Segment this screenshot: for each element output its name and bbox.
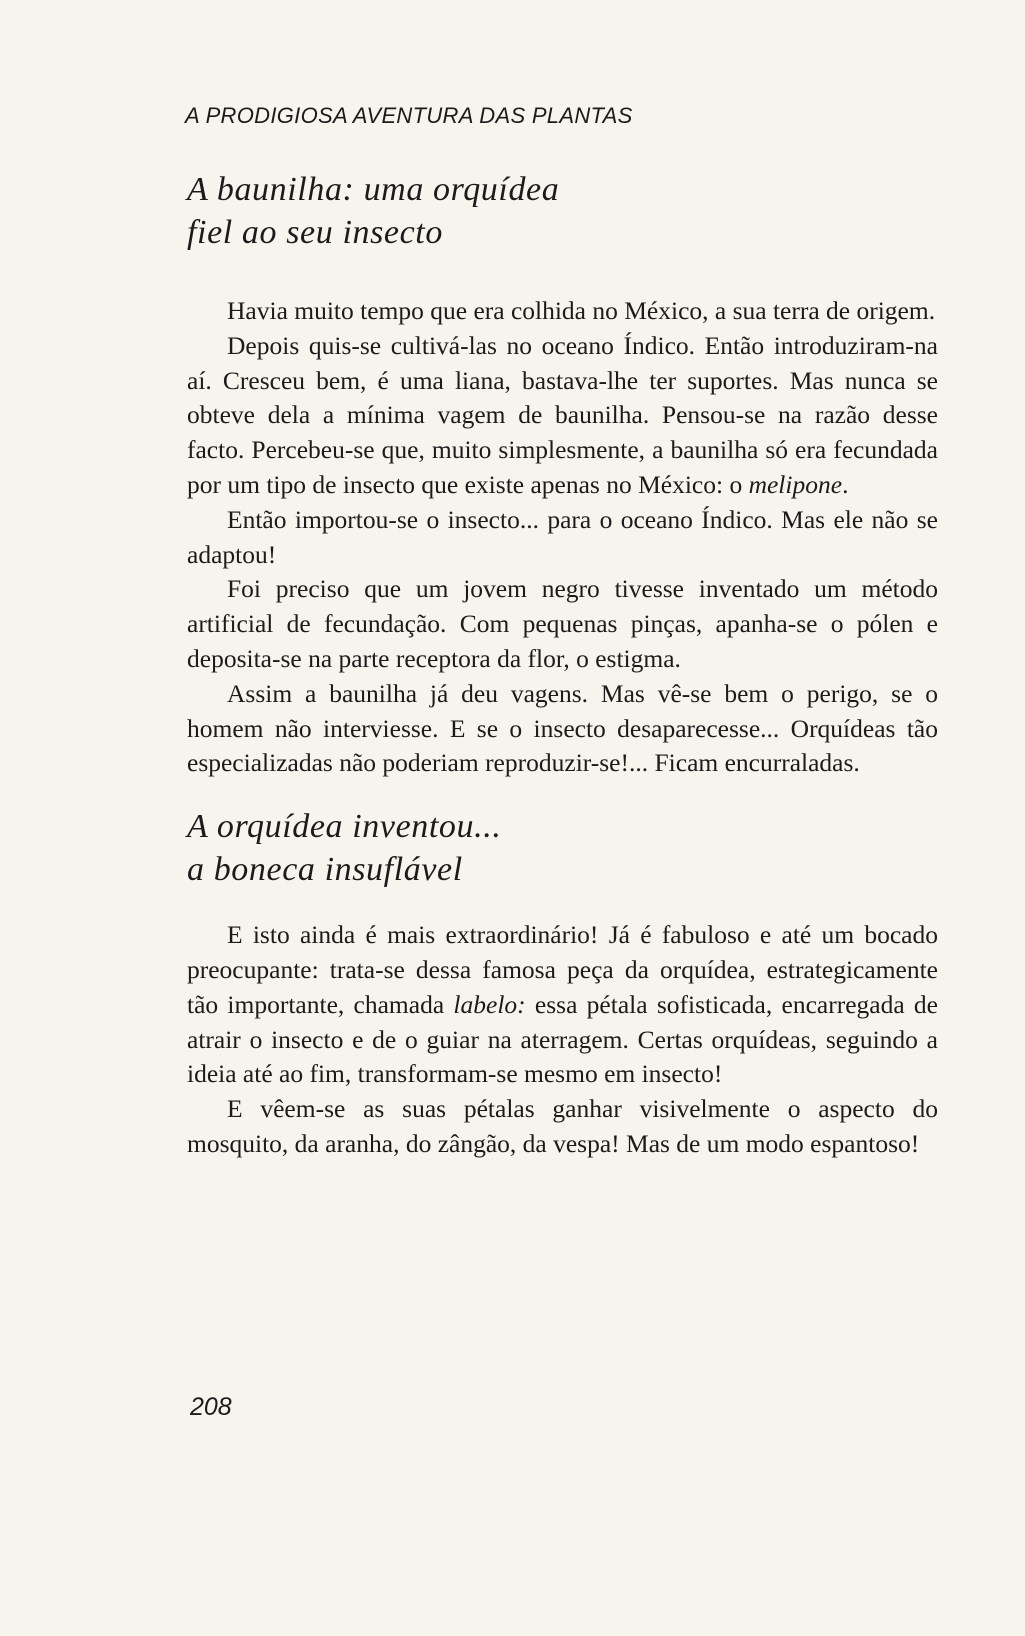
paragraph-text: Depois quis-se cultivá-las no oceano Índico. Então introduziram-na aí. Cresceu bem, é uma liana, bastava-lhe ter suportes. Mas nunca se obteve dela a mínima vagem de baunilha. Pensou-se na razão desse facto. Percebeu-se que, muito simplesmente, a baunilha só era fecundada por um tipo de insecto que existe apenas no México: o [187, 330, 938, 499]
running-head: A PRODIGIOSA AVENTURA DAS PLANTAS [185, 103, 633, 128]
paragraph: Então importou-se o insecto... para o oceano Índico. Mas ele não se adaptou! [187, 504, 938, 569]
page-body [187, 168, 938, 1162]
heading-line: a boneca insuflável [187, 851, 463, 889]
heading-line: A baunilha: uma orquídea [187, 171, 560, 208]
paragraph-text: E isto ainda é mais extraordinário! Já é fabuloso e até um bocado preocupante: trata-se dessa famosa peça da orquídea, estrategicamente tão importante, chamada [187, 920, 938, 1019]
paragraph [187, 329, 938, 503]
paragraph-text: . [842, 469, 849, 499]
paragraph: Havia muito tempo que era colhida no México, a sua terra de origem. [227, 296, 936, 325]
paragraph-text: essa pétala sofisticada, encarregada de atrair o insecto e de o guiar na aterragem. Certas orquídeas, seguindo a ideia até ao fim, transformam-se mesmo em insecto! [187, 989, 938, 1089]
heading-line: fiel ao seu insecto [187, 214, 443, 251]
section-heading-orchid [187, 805, 938, 891]
paragraph [187, 918, 938, 1092]
paragraph: Assim a baunilha já deu vagens. Mas vê-se bem o perigo, se o homem não interviesse. E se o insecto desaparecesse... Orquídeas tão especializadas não poderiam reproduzir-se!... Ficam encurraladas. [187, 678, 938, 778]
paragraph: E vêem-se as suas pétalas ganhar visivelmente o aspecto do mosquito, da aranha, do zângão, da vespa! Mas de um modo espantoso! [187, 1094, 938, 1158]
italic-term-labelo: labelo: [453, 989, 526, 1019]
italic-term-melipone: melipone [748, 469, 843, 499]
section-heading-vanilla [187, 168, 938, 254]
paragraph: Foi preciso que um jovem negro tivesse inventado um método artificial de fecundação. Com pequenas pinças, apanha-se o pólen e deposita-se na parte receptora da flor, o estigma. [187, 574, 938, 673]
page-number: 208 [190, 1393, 232, 1421]
heading-line: A orquídea inventou... [187, 808, 502, 846]
